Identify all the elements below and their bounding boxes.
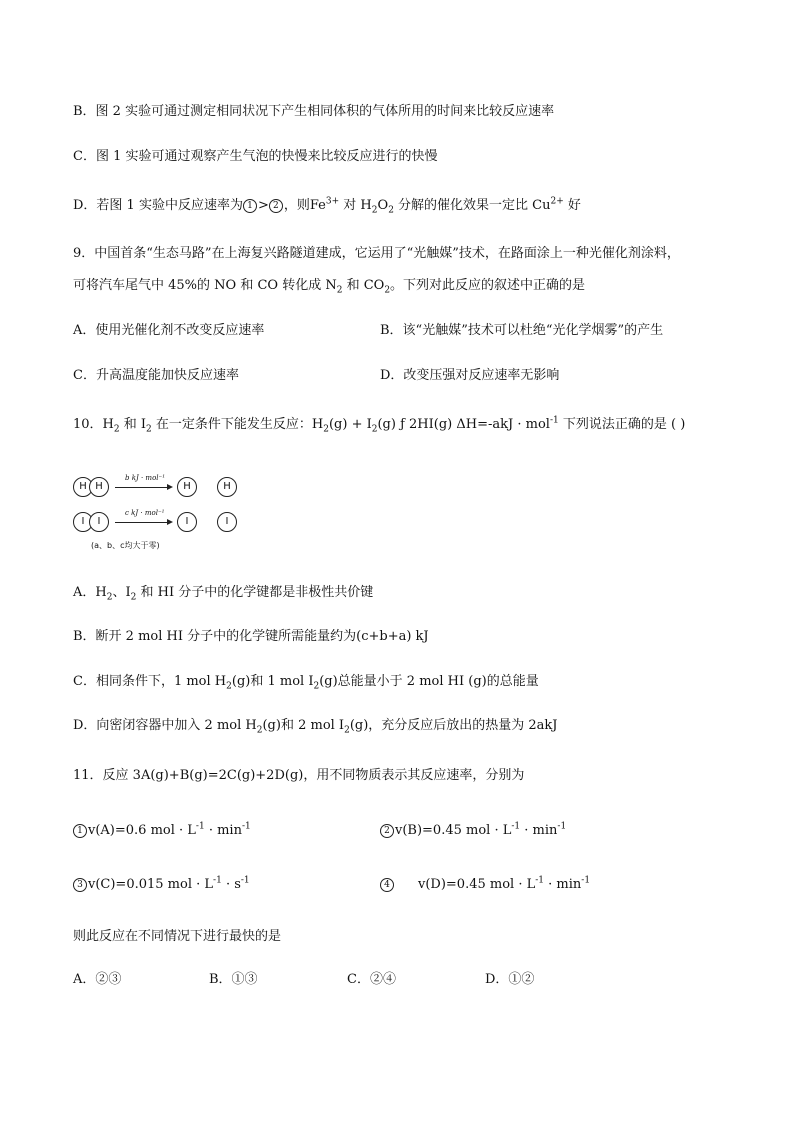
i-atom: I	[73, 512, 93, 532]
superscript: -1	[195, 821, 205, 832]
subscript: 2	[130, 592, 137, 603]
q11-option-c: C．②④	[347, 972, 396, 987]
q9-option-a: A．使用光催化剂不改变反应速率	[73, 323, 265, 338]
text: D．若图 1 实验中反应速率为	[73, 198, 243, 213]
text: (g) ƒ 2HI(g) ΔH=-akJ · mol	[377, 417, 550, 432]
text: 分解的催化效果一定比 Cu	[393, 198, 551, 213]
q10-option-a	[73, 584, 373, 602]
superscript: -1	[241, 821, 251, 832]
subscript: 2	[113, 424, 120, 435]
text: v(B)=0.45 mol · L	[395, 823, 512, 838]
text: 、I	[112, 585, 131, 600]
text: 好	[563, 198, 581, 213]
text: 和 I	[119, 417, 147, 432]
q11-rate-2	[380, 822, 566, 840]
i2-molecule	[73, 512, 111, 530]
superscript: 2+	[550, 196, 564, 207]
subscript: 2	[313, 681, 320, 692]
circled-2-icon: 2	[380, 824, 394, 838]
q10-stem	[73, 416, 685, 434]
q10-option-c	[73, 673, 539, 691]
text: O	[377, 198, 389, 213]
text: 和 CO	[342, 278, 385, 293]
text: 10．H	[73, 417, 114, 432]
q11-option-d: D．①②	[485, 972, 535, 987]
h-atom: H	[217, 477, 237, 497]
bond-energy-diagram	[73, 474, 253, 554]
q9-stem-line2	[73, 277, 585, 295]
text: 在一定条件下能发生反应：H	[151, 417, 324, 432]
subscript: 2	[344, 725, 350, 736]
text: 下列说法正确的是 ( )	[558, 417, 686, 432]
text: 和 HI 分子中的化学键都是非极性共价键	[136, 585, 374, 600]
text: (g) + I	[328, 417, 372, 432]
subscript: 2	[226, 681, 232, 692]
circled-1-icon: 1	[73, 824, 87, 838]
text: 可将汽车尾气中 45%的 NO 和 CO 转化成 N	[73, 278, 337, 293]
superscript: -1	[213, 875, 222, 886]
text: 对 H	[339, 198, 372, 213]
arrow-line	[115, 487, 167, 488]
h-atom: H	[177, 477, 197, 497]
subscript: 2	[388, 205, 394, 216]
arrow-right-icon	[167, 519, 173, 525]
q11-rate-3	[73, 876, 250, 894]
subscript: 2	[371, 424, 378, 435]
subscript: 2	[256, 725, 263, 736]
subscript: 2	[146, 424, 152, 435]
q9-option-c: C．升高温度能加快反应速率	[73, 368, 239, 383]
q10-option-b: B．断开 2 mol HI 分子中的化学键所需能量约为(c+b+a) kJ	[73, 629, 429, 644]
text: ，则Fe	[283, 198, 326, 213]
q10-option-d	[73, 717, 558, 735]
q8-option-b: B．图 2 实验可通过测定相同状况下产生相同体积的气体所用的时间来比较反应速率	[73, 104, 555, 119]
subscript: 2	[371, 205, 378, 216]
q11-rate-4	[380, 876, 590, 894]
subscript: 2	[106, 592, 113, 603]
q9-option-b: B．该“光触媒”技术可以杜绝“光化学烟雾”的产生	[380, 323, 664, 338]
text: >	[257, 198, 269, 213]
text: · min	[204, 823, 242, 838]
q9-option-d: D．改变压强对反应速率无影响	[380, 368, 560, 383]
text: D．向密闭容器中加入 2 mol H	[73, 718, 257, 733]
arrow-label-b: b kJ · mol⁻¹	[125, 474, 166, 482]
q11-option-b: B．①③	[209, 972, 258, 987]
superscript: -1	[240, 875, 250, 886]
subscript: 2	[384, 285, 391, 296]
h-atom: H	[73, 477, 93, 497]
text: 。下列对此反应的叙述中正确的是	[390, 278, 586, 293]
text: v(A)=0.6 mol · L	[88, 823, 196, 838]
q11-option-a: A．②③	[73, 972, 122, 987]
text: v(C)=0.015 mol · L	[88, 877, 214, 892]
arrow-right-icon	[167, 484, 173, 490]
circled-2-icon: 2	[269, 199, 283, 213]
arrow-line	[115, 522, 167, 523]
subscript: 2	[323, 424, 329, 435]
circled-3-icon: 3	[73, 878, 87, 892]
subscript: 2	[336, 285, 343, 296]
superscript: -1	[549, 415, 559, 426]
text: v(D)=0.45 mol · L	[418, 877, 536, 892]
circled-1-icon: 1	[243, 199, 257, 213]
q9-stem-line1: 9．中国首条“生态马路”在上海复兴路隧道建成，它运用了“光触媒”技术，在路面涂上一种光催化剂涂料，	[73, 246, 680, 261]
q11-rate-1	[73, 822, 251, 840]
text: · min	[544, 877, 582, 892]
q8-option-c: C．图 1 实验可通过观察产生气泡的快慢来比较反应进行的快慢	[73, 149, 438, 164]
superscript: -1	[535, 875, 545, 886]
text: · s	[221, 877, 241, 892]
text: A．H	[73, 585, 107, 600]
i-atom: I	[217, 512, 237, 532]
superscript: -1	[581, 875, 591, 886]
text: · min	[520, 823, 558, 838]
i-atom: I	[89, 512, 109, 532]
h2-molecule	[73, 477, 111, 495]
arrow-label-c: c kJ · mol⁻¹	[125, 509, 165, 517]
text: (g)和 2 mol I	[262, 718, 345, 733]
text: (g)和 1 mol I	[231, 674, 314, 689]
superscript: -1	[511, 821, 521, 832]
superscript: -1	[557, 821, 567, 832]
text: (g)总能量小于 2 mol HI (g)的总能量	[319, 674, 539, 689]
text: C．相同条件下，1 mol H	[73, 674, 227, 689]
diagram-caption: (a、b、c均大于零)	[91, 541, 160, 550]
q11-question: 则此反应在不同情况下进行最快的是	[73, 929, 282, 944]
q8-option-d	[73, 197, 581, 215]
h-atom: H	[89, 477, 109, 497]
q11-stem: 11．反应 3A(g)+B(g)=2C(g)+2D(g)，用不同物质表示其反应速率，分别为	[73, 768, 525, 783]
circled-4-icon: 4	[380, 878, 394, 892]
i-atom: I	[177, 512, 197, 532]
superscript: 3+	[325, 196, 340, 207]
text: (g)，充分反应后放出的热量为 2akJ	[349, 718, 558, 733]
